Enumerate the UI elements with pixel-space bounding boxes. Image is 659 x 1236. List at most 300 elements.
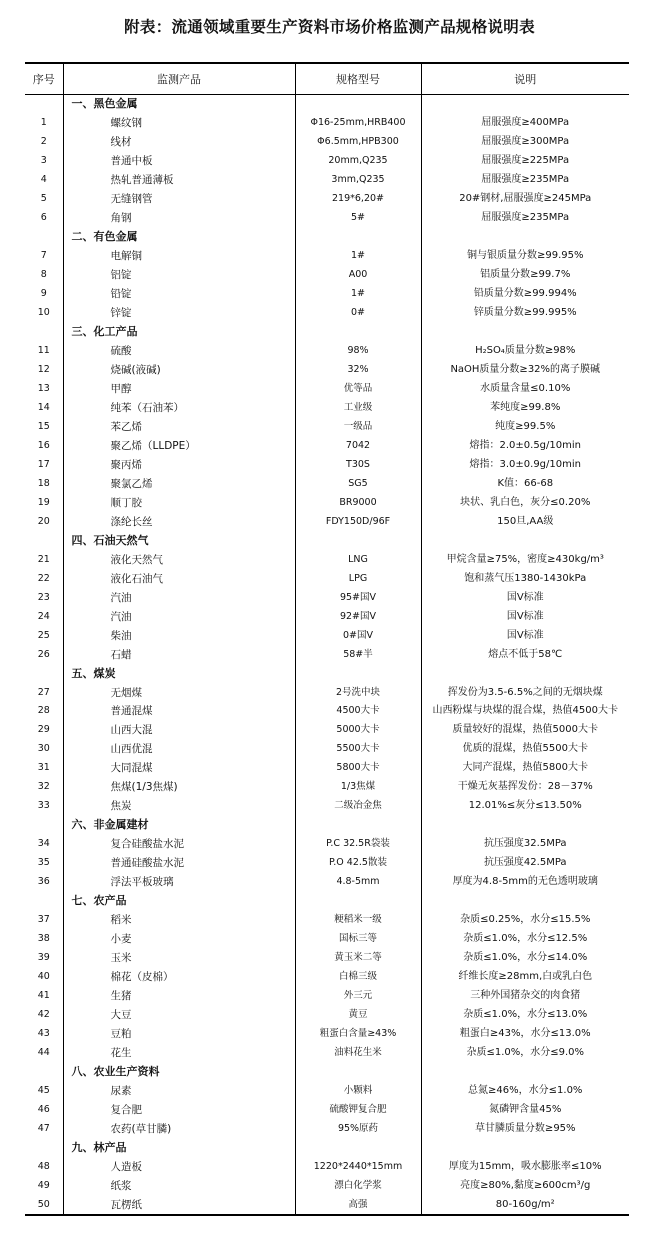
table-row bbox=[25, 797, 629, 816]
spec-value: P.O 42.5散装 bbox=[295, 854, 421, 873]
category-no-cell bbox=[25, 531, 63, 550]
spec-value: 32% bbox=[295, 361, 421, 380]
description: 三种外国猪杂交的肉食猪 bbox=[421, 987, 629, 1006]
table-row bbox=[25, 835, 629, 854]
description: 杂质≤1.0%，水分≤13.0% bbox=[421, 1006, 629, 1025]
description: 氮磷钾含量45% bbox=[421, 1100, 629, 1119]
table-row bbox=[25, 1043, 629, 1062]
table-row bbox=[25, 190, 629, 209]
table-row bbox=[25, 474, 629, 493]
table-row bbox=[25, 721, 629, 740]
spec-value: T30S bbox=[295, 455, 421, 474]
category-row bbox=[25, 323, 629, 342]
product-name: 大同混煤 bbox=[63, 759, 295, 778]
category-desc-cell bbox=[421, 1138, 629, 1157]
spec-value: P.C 32.5R袋装 bbox=[295, 835, 421, 854]
spec-value: Φ16-25mm,HRB400 bbox=[295, 114, 421, 133]
description: 抗压强度32.5MPa bbox=[421, 835, 629, 854]
row-number: 41 bbox=[37, 990, 50, 1002]
product-name: 棉花（皮棉） bbox=[63, 968, 295, 987]
description: 总氮≥46%，水分≤1.0% bbox=[421, 1081, 629, 1100]
table-row bbox=[25, 949, 629, 968]
category-desc-cell bbox=[421, 95, 629, 114]
row-number: 32 bbox=[37, 781, 50, 793]
product-name: 浮法平板玻璃 bbox=[63, 873, 295, 892]
row-number: 10 bbox=[37, 307, 50, 319]
product-name: 焦炭 bbox=[63, 797, 295, 816]
row-number: 46 bbox=[37, 1103, 50, 1115]
row-number: 31 bbox=[37, 762, 50, 774]
table-row bbox=[25, 683, 629, 702]
spec-value: 0#国Ⅴ bbox=[295, 626, 421, 645]
table-row bbox=[25, 607, 629, 626]
description: 20#钢材,屈服强度≥245MPa bbox=[421, 190, 629, 209]
spec-value: 5000大卡 bbox=[295, 721, 421, 740]
description: 抗压强度42.5MPa bbox=[421, 854, 629, 873]
spec-value: 4500大卡 bbox=[295, 702, 421, 721]
row-number: 13 bbox=[37, 383, 50, 395]
description: 甲烷含量≥75%，密度≥430kg/m³ bbox=[421, 550, 629, 569]
table-row bbox=[25, 759, 629, 778]
description: 水质量含量≤0.10% bbox=[421, 380, 629, 399]
category-spec-cell bbox=[295, 816, 421, 835]
table-row bbox=[25, 114, 629, 133]
row-number: 14 bbox=[37, 401, 50, 413]
description: 12.01%≤灰分≤13.50% bbox=[421, 797, 629, 816]
table-row bbox=[25, 1081, 629, 1100]
category-no-cell bbox=[25, 228, 63, 247]
description: 熔指：2.0±0.5g/10min bbox=[421, 436, 629, 455]
row-number: 34 bbox=[37, 838, 50, 850]
row-number: 39 bbox=[37, 952, 50, 964]
spec-value: 5800大卡 bbox=[295, 759, 421, 778]
table-row bbox=[25, 1100, 629, 1119]
row-number: 33 bbox=[37, 800, 50, 812]
table-row bbox=[25, 285, 629, 304]
product-name: 普通中板 bbox=[63, 152, 295, 171]
spec-value: A00 bbox=[295, 266, 421, 285]
category-no-cell bbox=[25, 892, 63, 911]
row-number: 26 bbox=[37, 648, 50, 660]
description: 铅质量分数≥99.994% bbox=[421, 285, 629, 304]
row-number: 12 bbox=[37, 364, 50, 376]
table-row bbox=[25, 1157, 629, 1176]
description: 屈服强度≥235MPa bbox=[421, 209, 629, 228]
product-name: 热轧普通薄板 bbox=[63, 171, 295, 190]
description: 山西粉煤与块煤的混合煤，热值4500大卡 bbox=[421, 702, 629, 721]
table-row bbox=[25, 588, 629, 607]
table-row bbox=[25, 171, 629, 190]
description: 草甘膦质量分数≥95% bbox=[421, 1119, 629, 1138]
table-row bbox=[25, 569, 629, 588]
spec-value: 二级冶金焦 bbox=[295, 797, 421, 816]
product-name: 普通混煤 bbox=[63, 702, 295, 721]
row-number: 18 bbox=[37, 477, 50, 489]
row-number: 1 bbox=[40, 117, 47, 129]
product-name: 玉米 bbox=[63, 949, 295, 968]
table-row bbox=[25, 626, 629, 645]
spec-value: 95#国Ⅴ bbox=[295, 588, 421, 607]
spec-value: 4.8-5mm bbox=[295, 873, 421, 892]
product-name: 汽油 bbox=[63, 588, 295, 607]
category-desc-cell bbox=[421, 892, 629, 911]
description: 块状、乳白色，灰分≤0.20% bbox=[421, 493, 629, 512]
product-name: 复合硅酸盐水泥 bbox=[63, 835, 295, 854]
category-label: 九、林产品 bbox=[63, 1138, 295, 1157]
table-row bbox=[25, 436, 629, 455]
row-number: 50 bbox=[25, 1195, 63, 1215]
document-title: 附表：流通领域重要生产资料市场价格监测产品规格说明表 bbox=[124, 18, 535, 36]
table-row bbox=[25, 1195, 629, 1215]
row-number: 45 bbox=[37, 1084, 50, 1096]
category-spec-cell bbox=[295, 1138, 421, 1157]
product-name: 石蜡 bbox=[63, 645, 295, 664]
spec-value: 黄豆 bbox=[295, 1006, 421, 1025]
table-row bbox=[25, 342, 629, 361]
category-no-cell bbox=[25, 323, 63, 342]
product-name: 无烟煤 bbox=[63, 683, 295, 702]
category-row bbox=[25, 664, 629, 683]
category-spec-cell bbox=[295, 95, 421, 114]
row-number: 7 bbox=[40, 250, 47, 262]
product-name: 顺丁胶 bbox=[63, 493, 295, 512]
row-number: 16 bbox=[37, 439, 50, 451]
description: 铜与银质量分数≥99.95% bbox=[421, 247, 629, 266]
product-name: 山西大混 bbox=[63, 721, 295, 740]
category-spec-cell bbox=[295, 892, 421, 911]
product-name: 锌锭 bbox=[63, 304, 295, 323]
product-name: 电解铜 bbox=[63, 247, 295, 266]
spec-value: SG5 bbox=[295, 474, 421, 493]
category-row bbox=[25, 892, 629, 911]
table-row bbox=[25, 645, 629, 664]
row-number: 25 bbox=[37, 629, 50, 641]
product-name: 纯苯（石油苯） bbox=[63, 399, 295, 418]
table-row bbox=[25, 380, 629, 399]
description: 优质的混煤，热值5500大卡 bbox=[421, 740, 629, 759]
category-row bbox=[25, 1062, 629, 1081]
row-number: 22 bbox=[37, 572, 50, 584]
spec-value: FDY150D/96F bbox=[295, 512, 421, 531]
table-row bbox=[25, 512, 629, 531]
description: 厚度为15mm，吸水膨胀率≤10% bbox=[421, 1157, 629, 1176]
table-row bbox=[25, 493, 629, 512]
product-name: 瓦楞纸 bbox=[63, 1195, 295, 1215]
spec-table bbox=[25, 62, 629, 1216]
product-name: 聚丙烯 bbox=[63, 455, 295, 474]
category-label: 八、农业生产资料 bbox=[63, 1062, 295, 1081]
spec-value: 1/3焦煤 bbox=[295, 778, 421, 797]
category-no-cell bbox=[25, 1062, 63, 1081]
category-row bbox=[25, 531, 629, 550]
category-label: 七、农产品 bbox=[63, 892, 295, 911]
product-name: 螺纹钢 bbox=[63, 114, 295, 133]
description: 苯纯度≥99.8% bbox=[421, 399, 629, 418]
spec-value: 7042 bbox=[295, 436, 421, 455]
row-number: 43 bbox=[37, 1027, 50, 1039]
category-desc-cell bbox=[421, 664, 629, 683]
table-row bbox=[25, 1024, 629, 1043]
description: 杂质≤1.0%，水分≤12.5% bbox=[421, 930, 629, 949]
spec-value: 粗蛋白含量≥43% bbox=[295, 1024, 421, 1043]
spec-value: 0# bbox=[295, 304, 421, 323]
description: 屈服强度≥300MPa bbox=[421, 133, 629, 152]
table-row bbox=[25, 550, 629, 569]
spec-value: 高强 bbox=[295, 1195, 421, 1215]
spec-value: 3mm,Q235 bbox=[295, 171, 421, 190]
description: 饱和蒸气压1380-1430kPa bbox=[421, 569, 629, 588]
row-number: 42 bbox=[37, 1008, 50, 1020]
description: 铝质量分数≥99.7% bbox=[421, 266, 629, 285]
product-name: 无缝钢管 bbox=[63, 190, 295, 209]
description: 锌质量分数≥99.995% bbox=[421, 304, 629, 323]
category-desc-cell bbox=[421, 531, 629, 550]
table-row bbox=[25, 1176, 629, 1195]
table-row bbox=[25, 854, 629, 873]
table-row bbox=[25, 911, 629, 930]
table-row bbox=[25, 361, 629, 380]
description: 厚度为4.8-5mm的无色透明玻璃 bbox=[421, 873, 629, 892]
product-name: 甲醇 bbox=[63, 380, 295, 399]
category-row bbox=[25, 228, 629, 247]
spec-value: 58#半 bbox=[295, 645, 421, 664]
spec-value: 工业级 bbox=[295, 399, 421, 418]
description: 80-160g/m² bbox=[421, 1195, 629, 1215]
row-number: 19 bbox=[37, 496, 50, 508]
spec-value: 外三元 bbox=[295, 987, 421, 1006]
category-spec-cell bbox=[295, 664, 421, 683]
spec-value: 漂白化学浆 bbox=[295, 1176, 421, 1195]
spec-value: BR9000 bbox=[295, 493, 421, 512]
table-row bbox=[25, 152, 629, 171]
description: 国Ⅴ标准 bbox=[421, 588, 629, 607]
product-name: 普通硅酸盐水泥 bbox=[63, 854, 295, 873]
table-row bbox=[25, 930, 629, 949]
spec-value: Φ6.5mm,HPB300 bbox=[295, 133, 421, 152]
table-row bbox=[25, 133, 629, 152]
row-number: 37 bbox=[37, 914, 50, 926]
product-name: 豆粕 bbox=[63, 1024, 295, 1043]
product-name: 汽油 bbox=[63, 607, 295, 626]
category-no-cell bbox=[25, 816, 63, 835]
row-number: 24 bbox=[37, 610, 50, 622]
spec-value: 98% bbox=[295, 342, 421, 361]
description: 熔点不低于58℃ bbox=[421, 645, 629, 664]
category-spec-cell bbox=[295, 323, 421, 342]
description: 杂质≤1.0%，水分≤9.0% bbox=[421, 1043, 629, 1062]
category-desc-cell bbox=[421, 1062, 629, 1081]
spec-value: 国标三等 bbox=[295, 930, 421, 949]
table-row bbox=[25, 266, 629, 285]
category-spec-cell bbox=[295, 531, 421, 550]
row-number: 11 bbox=[37, 345, 50, 357]
category-row bbox=[25, 1138, 629, 1157]
table-row bbox=[25, 778, 629, 797]
spec-value: 黄玉米二等 bbox=[295, 949, 421, 968]
row-number: 6 bbox=[40, 212, 47, 224]
table-row bbox=[25, 987, 629, 1006]
description: 粗蛋白≥43%，水分≤13.0% bbox=[421, 1024, 629, 1043]
row-number: 36 bbox=[37, 876, 50, 888]
row-number: 27 bbox=[37, 686, 50, 698]
category-label: 五、煤炭 bbox=[63, 664, 295, 683]
description: 屈服强度≥400MPa bbox=[421, 114, 629, 133]
table-body bbox=[25, 95, 629, 1216]
product-name: 稻米 bbox=[63, 911, 295, 930]
table-row bbox=[25, 399, 629, 418]
spec-value: 1# bbox=[295, 247, 421, 266]
spec-value: 219*6,20# bbox=[295, 190, 421, 209]
product-name: 线材 bbox=[63, 133, 295, 152]
header-spec: 规格型号 bbox=[295, 63, 421, 95]
product-name: 液化天然气 bbox=[63, 550, 295, 569]
row-number: 38 bbox=[37, 933, 50, 945]
spec-value: LNG bbox=[295, 550, 421, 569]
product-name: 柴油 bbox=[63, 626, 295, 645]
description: NaOH质量分数≥32%的离子膜碱 bbox=[421, 361, 629, 380]
row-number: 4 bbox=[40, 174, 47, 186]
spec-value: 白棉三级 bbox=[295, 968, 421, 987]
table-row bbox=[25, 968, 629, 987]
product-name: 铝锭 bbox=[63, 266, 295, 285]
category-label: 六、非金属建材 bbox=[63, 816, 295, 835]
description: 质量较好的混煤，热值5000大卡 bbox=[421, 721, 629, 740]
product-name: 液化石油气 bbox=[63, 569, 295, 588]
product-name: 硫酸 bbox=[63, 342, 295, 361]
product-name: 纸浆 bbox=[63, 1176, 295, 1195]
table-row bbox=[25, 702, 629, 721]
spec-value: 95%原药 bbox=[295, 1119, 421, 1138]
category-label: 四、石油天然气 bbox=[63, 531, 295, 550]
description: 国Ⅴ标准 bbox=[421, 626, 629, 645]
row-number: 9 bbox=[40, 288, 47, 300]
product-name: 焦煤(1/3焦煤) bbox=[63, 778, 295, 797]
spec-value: 油料花生米 bbox=[295, 1043, 421, 1062]
product-name: 人造板 bbox=[63, 1157, 295, 1176]
product-name: 大豆 bbox=[63, 1006, 295, 1025]
row-number: 47 bbox=[37, 1122, 50, 1134]
table-row bbox=[25, 455, 629, 474]
product-name: 生猪 bbox=[63, 987, 295, 1006]
category-desc-cell bbox=[421, 228, 629, 247]
row-number: 8 bbox=[40, 269, 47, 281]
header-product: 监测产品 bbox=[63, 63, 295, 95]
header-no: 序号 bbox=[25, 63, 63, 95]
table-row bbox=[25, 247, 629, 266]
spec-value: 优等品 bbox=[295, 380, 421, 399]
row-number: 3 bbox=[40, 155, 47, 167]
category-label: 三、化工产品 bbox=[63, 323, 295, 342]
row-number: 48 bbox=[37, 1160, 50, 1172]
category-desc-cell bbox=[421, 816, 629, 835]
category-spec-cell bbox=[295, 228, 421, 247]
row-number: 29 bbox=[37, 724, 50, 736]
description: 杂质≤0.25%，水分≤15.5% bbox=[421, 911, 629, 930]
table-row bbox=[25, 417, 629, 436]
product-name: 复合肥 bbox=[63, 1100, 295, 1119]
category-no-cell bbox=[25, 1138, 63, 1157]
product-name: 尿素 bbox=[63, 1081, 295, 1100]
table-row bbox=[25, 1006, 629, 1025]
row-number: 28 bbox=[37, 705, 50, 717]
row-number: 30 bbox=[37, 743, 50, 755]
description: 屈服强度≥225MPa bbox=[421, 152, 629, 171]
description: 熔指：3.0±0.9g/10min bbox=[421, 455, 629, 474]
table-row bbox=[25, 1119, 629, 1138]
row-number: 15 bbox=[37, 420, 50, 432]
product-name: 烧碱(液碱) bbox=[63, 361, 295, 380]
table-row bbox=[25, 209, 629, 228]
row-number: 35 bbox=[37, 857, 50, 869]
spec-value: 粳稻米一级 bbox=[295, 911, 421, 930]
category-label: 一、黑色金属 bbox=[63, 95, 295, 114]
header-desc: 说明 bbox=[421, 63, 629, 95]
spec-value: LPG bbox=[295, 569, 421, 588]
category-spec-cell bbox=[295, 1062, 421, 1081]
row-number: 44 bbox=[37, 1046, 50, 1058]
spec-value: 1220*2440*15mm bbox=[295, 1157, 421, 1176]
row-number: 20 bbox=[37, 515, 50, 527]
description: K值：66-68 bbox=[421, 474, 629, 493]
spec-value: 5# bbox=[295, 209, 421, 228]
product-name: 角钢 bbox=[63, 209, 295, 228]
row-number: 2 bbox=[40, 136, 47, 148]
table-row bbox=[25, 304, 629, 323]
description: 国Ⅴ标准 bbox=[421, 607, 629, 626]
description: 纤维长度≥28mm,白或乳白色 bbox=[421, 968, 629, 987]
row-number: 40 bbox=[37, 971, 50, 983]
row-number: 17 bbox=[37, 458, 50, 470]
description: H₂SO₄质量分数≥98% bbox=[421, 342, 629, 361]
product-name: 涤纶长丝 bbox=[63, 512, 295, 531]
product-name: 铅锭 bbox=[63, 285, 295, 304]
product-name: 聚氯乙烯 bbox=[63, 474, 295, 493]
product-name: 苯乙烯 bbox=[63, 417, 295, 436]
description: 挥发份为3.5-6.5%之间的无烟块煤 bbox=[421, 683, 629, 702]
spec-value: 20mm,Q235 bbox=[295, 152, 421, 171]
category-no-cell bbox=[25, 664, 63, 683]
product-name: 小麦 bbox=[63, 930, 295, 949]
category-label: 二、有色金属 bbox=[63, 228, 295, 247]
row-number: 5 bbox=[40, 193, 47, 205]
description: 干燥无灰基挥发份：28－37% bbox=[421, 778, 629, 797]
table-row bbox=[25, 873, 629, 892]
spec-value: 小颗料 bbox=[295, 1081, 421, 1100]
category-row bbox=[25, 816, 629, 835]
row-number: 21 bbox=[37, 553, 50, 565]
product-name: 农药(草甘膦) bbox=[63, 1119, 295, 1138]
product-name: 山西优混 bbox=[63, 740, 295, 759]
description: 大同产混煤，热值5800大卡 bbox=[421, 759, 629, 778]
description: 亮度≥80%,黏度≥600cm³/g bbox=[421, 1176, 629, 1195]
spec-value: 2号洗中块 bbox=[295, 683, 421, 702]
table-row bbox=[25, 740, 629, 759]
spec-value: 5500大卡 bbox=[295, 740, 421, 759]
description: 屈服强度≥235MPa bbox=[421, 171, 629, 190]
spec-value: 一级品 bbox=[295, 417, 421, 436]
spec-value: 1# bbox=[295, 285, 421, 304]
product-name: 花生 bbox=[63, 1043, 295, 1062]
category-no-cell bbox=[25, 95, 63, 114]
spec-value: 硫酸钾复合肥 bbox=[295, 1100, 421, 1119]
product-name: 聚乙烯（LLDPE） bbox=[63, 436, 295, 455]
table-header-row bbox=[25, 63, 629, 95]
description: 杂质≤1.0%，水分≤14.0% bbox=[421, 949, 629, 968]
row-number: 23 bbox=[37, 591, 50, 603]
description: 150旦,AA级 bbox=[421, 512, 629, 531]
spec-value: 92#国Ⅴ bbox=[295, 607, 421, 626]
category-row bbox=[25, 95, 629, 114]
